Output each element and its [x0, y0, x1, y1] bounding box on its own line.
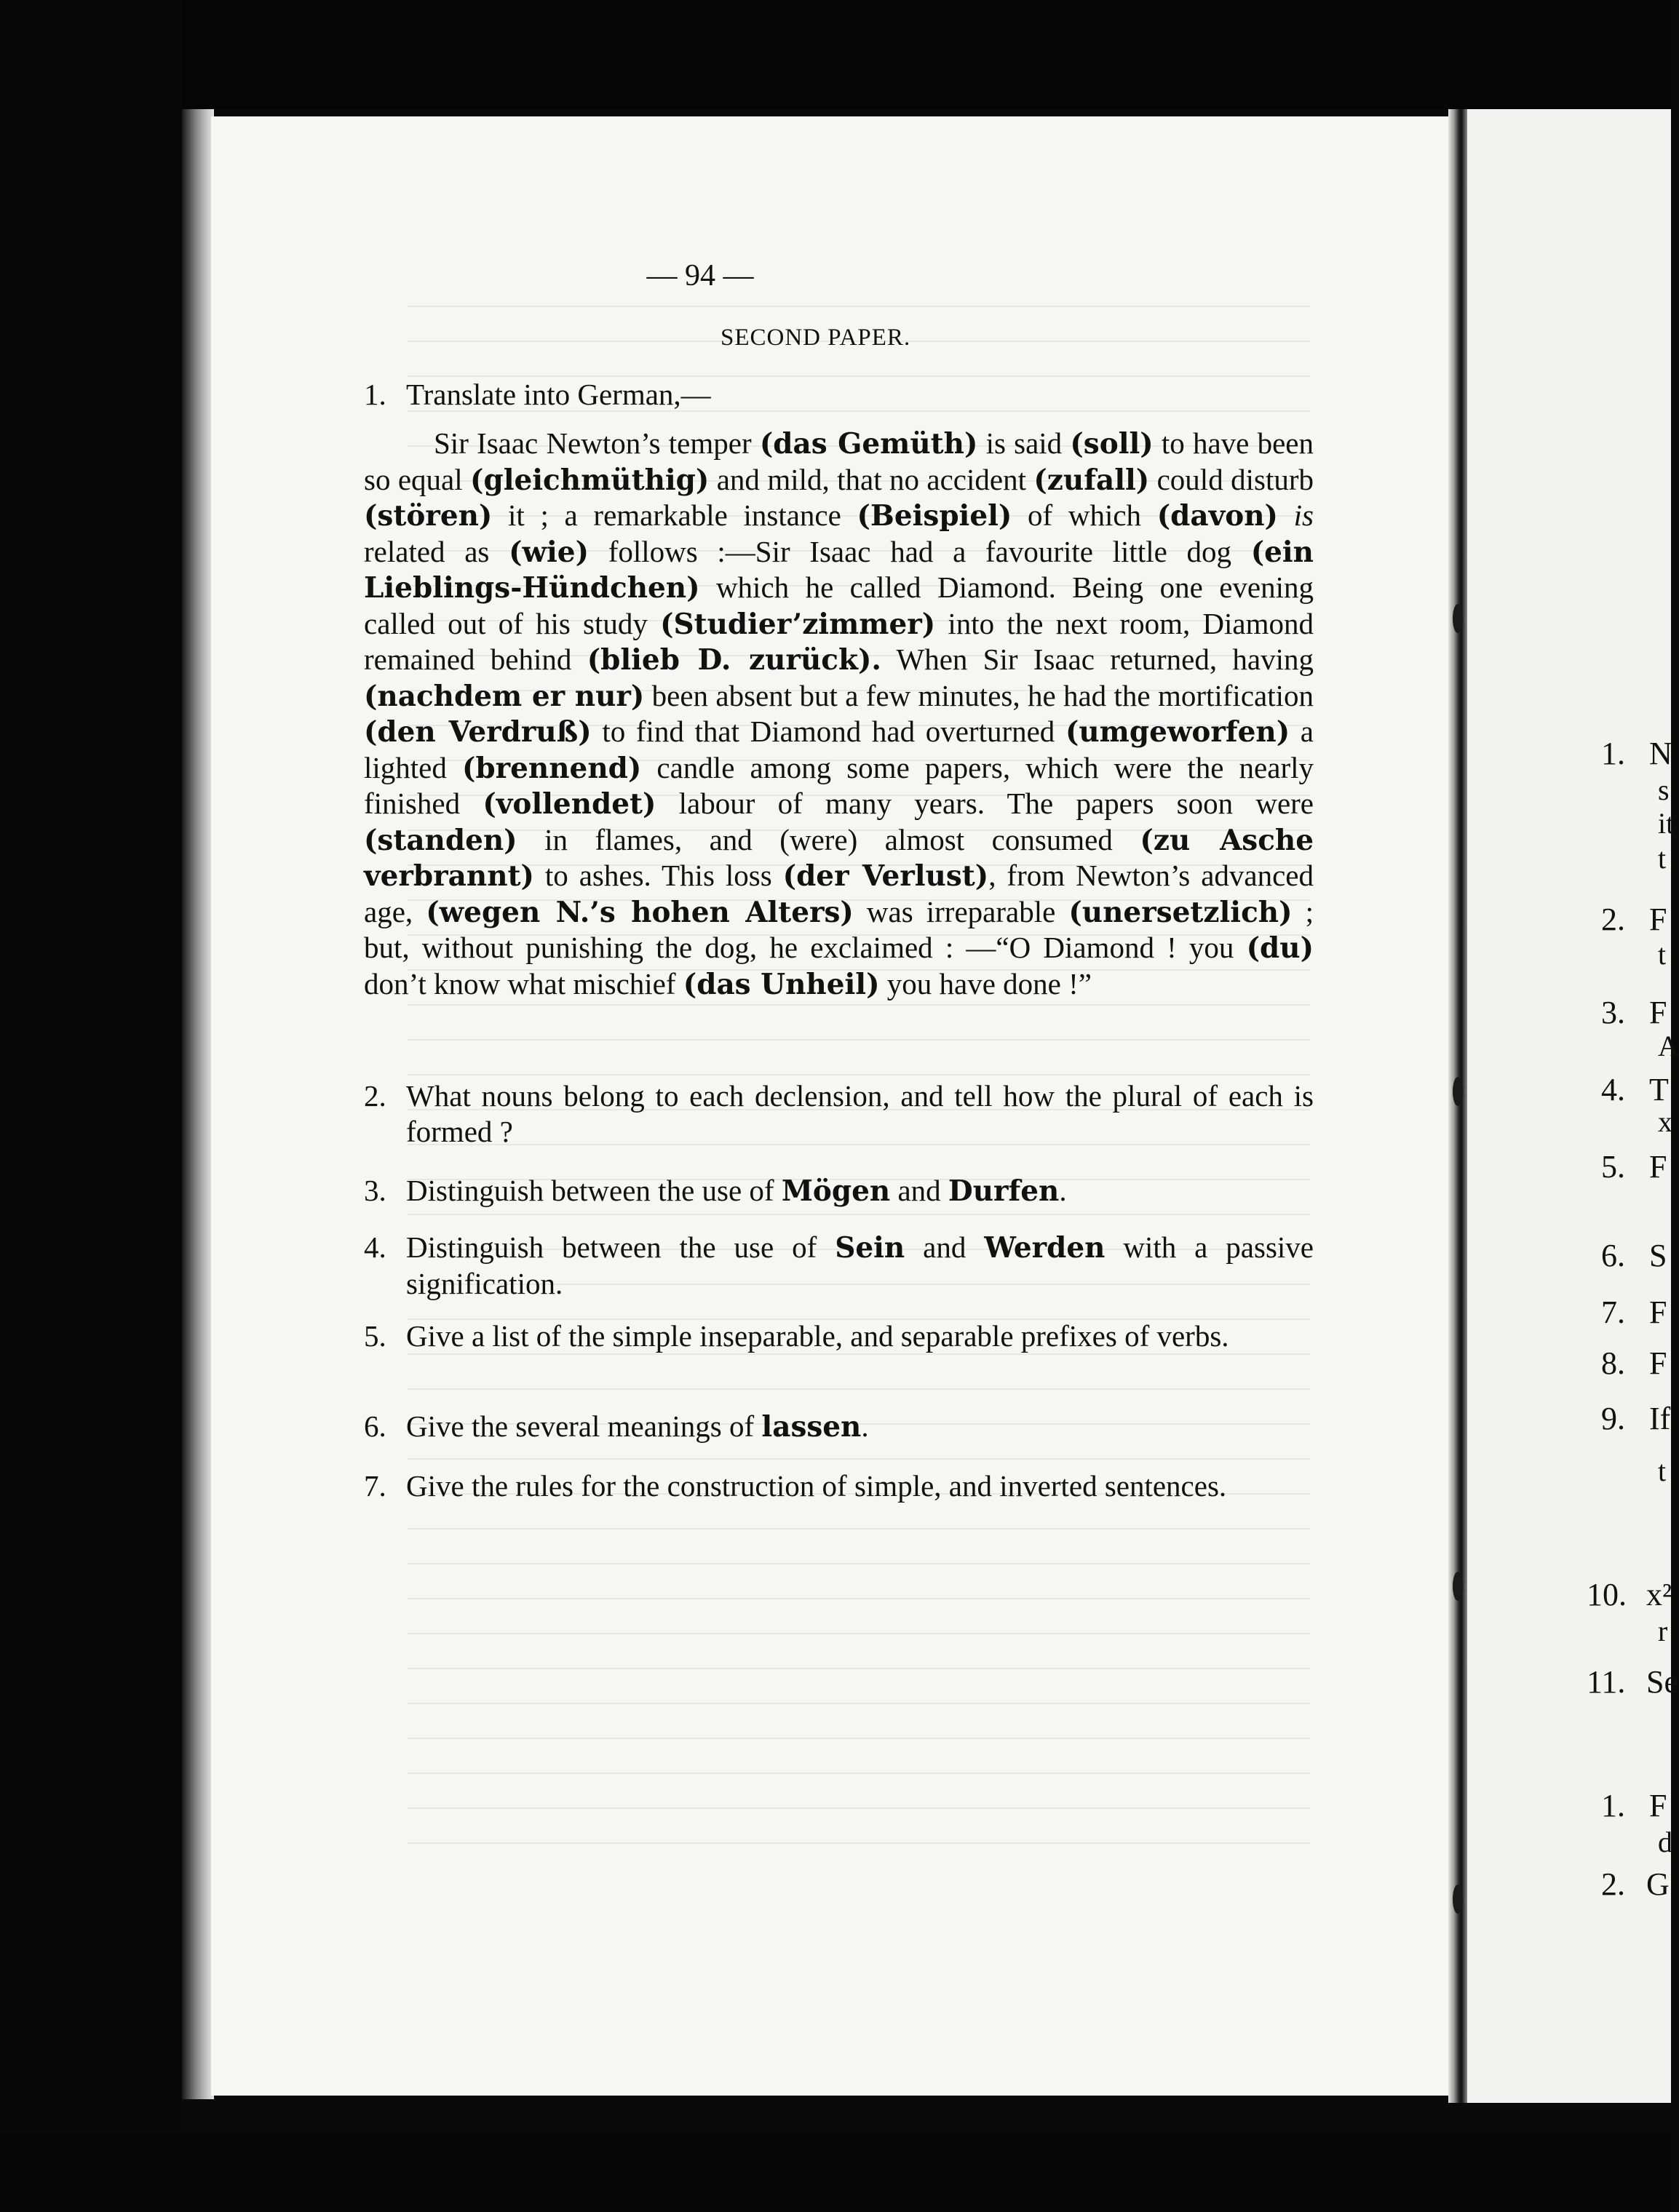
german-gloss: (Beispiel)	[857, 499, 1012, 533]
passage-text: is said	[977, 426, 1071, 460]
passage-text: into the next room, Diamond remained behind	[364, 606, 1314, 676]
passage-text: , from Newton’s advanced age,	[364, 859, 1314, 928]
german-word: lassen	[761, 1410, 862, 1444]
section-title: SECOND PAPER.	[721, 325, 911, 351]
facing-fragment: s	[1658, 773, 1670, 806]
german-gloss: (brennend)	[462, 751, 642, 785]
question-text	[406, 1078, 1314, 1150]
german-gloss: (vollendet)	[483, 787, 656, 821]
passage-text: in flames, and (were) almost consumed	[517, 822, 1140, 856]
question-4	[364, 1230, 1314, 1302]
question-text	[406, 1409, 1314, 1445]
facing-item-number: 4.	[1601, 1072, 1625, 1107]
german-gloss: (nachdem er nur)	[364, 679, 645, 713]
facing-item-number: 1.	[1601, 1788, 1625, 1823]
passage-text: it ; a remarkable instance	[492, 498, 857, 532]
question-text-part: and	[890, 1174, 948, 1207]
book-gutter	[1448, 109, 1467, 2103]
passage-italic: is	[1293, 498, 1314, 532]
question-text-part: Give the rules for the construction of simple, and inverted sentences.	[406, 1469, 1227, 1503]
question-number: 1.	[364, 378, 386, 411]
german-gloss: (Studier’zimmer)	[660, 607, 936, 641]
facing-page	[1467, 109, 1671, 2103]
facing-item-letter: F	[1649, 1788, 1667, 1823]
facing-item-number: 6.	[1601, 1238, 1625, 1273]
scanner-border-bottom	[0, 2132, 1671, 2212]
facing-item-letter: F	[1649, 1294, 1667, 1330]
question-text-part: .	[1059, 1174, 1067, 1207]
question-2	[364, 1078, 1314, 1150]
page-number: — 94 —	[646, 259, 754, 293]
german-gloss: (gleichmüthig)	[470, 463, 710, 497]
passage-text: of which	[1012, 498, 1157, 532]
facing-item-number: 5.	[1601, 1149, 1625, 1185]
facing-fragment: r	[1658, 1615, 1668, 1647]
passage-text: a lighted	[364, 715, 1314, 784]
facing-fragment: x	[1658, 1105, 1672, 1138]
german-word: Sein	[835, 1231, 905, 1265]
german-gloss: (unersetzlich)	[1068, 895, 1293, 929]
passage-text	[1278, 498, 1294, 532]
question-3	[364, 1173, 1314, 1209]
german-gloss: (standen)	[364, 823, 517, 857]
question-number: 7.	[364, 1469, 386, 1503]
german-gloss: (stören)	[364, 499, 493, 533]
question-text-part: Distinguish between the use of	[406, 1230, 835, 1264]
german-gloss: (zu Asche verbrannt)	[364, 823, 1314, 893]
passage-text: and mild, that no accident	[709, 462, 1034, 496]
binding-stitch	[1453, 1572, 1463, 1601]
facing-item-number: 1.	[1601, 736, 1625, 771]
facing-fragment: it	[1658, 807, 1675, 840]
question-text	[406, 1318, 1314, 1354]
passage-text: don’t know what mischief	[364, 966, 683, 1000]
page-left-edge	[182, 109, 214, 2099]
german-gloss: (das Unheil)	[683, 967, 880, 1001]
facing-item-letter: T	[1649, 1072, 1669, 1107]
facing-fragment: t	[1658, 938, 1667, 971]
facing-item-number: 10.	[1587, 1577, 1627, 1612]
facing-fragment: t	[1658, 842, 1667, 875]
facing-fragment: A	[1658, 1030, 1679, 1062]
facing-item-letter: F	[1649, 1345, 1667, 1381]
question-6	[364, 1409, 1314, 1445]
passage-text: you have done !”	[879, 966, 1092, 1000]
passage-text: was irreparable	[853, 894, 1069, 928]
question-text-part: What nouns belong to each declension, and tell how the plural of each is formed ?	[406, 1079, 1314, 1148]
facing-item-number: 8.	[1601, 1345, 1625, 1381]
passage-text: labour of many years. The papers soon were	[656, 787, 1314, 820]
german-word: Werden	[984, 1231, 1106, 1265]
facing-item-number: 11.	[1587, 1664, 1626, 1700]
question-number: 2.	[364, 1079, 386, 1113]
question-number: 3.	[364, 1174, 386, 1207]
facing-item-number: 2.	[1601, 902, 1625, 937]
passage-text: to find that Diamond had overturned	[591, 715, 1065, 748]
german-gloss: (wegen N.’s hohen Alters)	[426, 895, 854, 929]
passage-text: ; but, without punishing the dog, he exclaimed : —“O Diamond ! you	[364, 894, 1314, 964]
german-gloss: (umgeworfen)	[1065, 715, 1290, 749]
facing-item-letter: S	[1649, 1238, 1667, 1273]
question-number: 6.	[364, 1409, 386, 1443]
question-7	[364, 1468, 1314, 1504]
question-text-part: Distinguish between the use of	[406, 1174, 782, 1207]
passage-text: related as	[364, 534, 509, 568]
question-5	[364, 1318, 1314, 1354]
facing-item-letter: Se	[1646, 1664, 1678, 1700]
question-1	[364, 377, 1314, 413]
binding-stitch	[1453, 604, 1463, 633]
passage-text: candle among some papers, which were the nearly finished	[364, 750, 1314, 820]
passage-text: which he called Diamond. Being one evening called out of his study	[364, 570, 1314, 640]
question-number: 5.	[364, 1319, 386, 1353]
question-text	[406, 1173, 1314, 1209]
facing-item-letter: F	[1649, 995, 1667, 1030]
question-text	[406, 1468, 1314, 1504]
passage-text: When Sir Isaac returned, having	[881, 642, 1314, 676]
binding-stitch	[1453, 1885, 1463, 1914]
translation-passage	[364, 426, 1314, 1002]
german-gloss: (das Gemüth)	[759, 427, 978, 461]
question-text	[406, 1230, 1314, 1302]
facing-fragment: t	[1658, 1455, 1667, 1487]
german-gloss: (wie)	[509, 535, 589, 569]
german-gloss: (der Verlust)	[782, 859, 989, 893]
question-number: 4.	[364, 1230, 386, 1264]
facing-item-number: 3.	[1601, 995, 1625, 1030]
german-gloss: (du)	[1246, 931, 1314, 965]
facing-item-letter: F	[1649, 1149, 1667, 1185]
facing-item-letter: G	[1646, 1866, 1670, 1902]
facing-item-letter: x²	[1646, 1577, 1672, 1612]
question-text-part: and	[905, 1230, 985, 1264]
passage-text: could disturb	[1149, 462, 1314, 496]
german-word: Durfen	[948, 1174, 1060, 1208]
binding-stitch	[1453, 1077, 1463, 1106]
facing-item-letter: F	[1649, 902, 1667, 937]
passage-text: been absent but a few minutes, he had the mortification	[644, 678, 1314, 712]
german-word: Mögen	[781, 1174, 891, 1208]
german-gloss: (davon)	[1156, 499, 1278, 533]
question-text-part: .	[861, 1409, 869, 1443]
german-gloss: (den Verdruß)	[364, 715, 592, 749]
german-gloss: (ein Lieblings-Hündchen)	[364, 535, 1314, 605]
facing-item-letter: If	[1649, 1401, 1671, 1436]
question-text-part: Give a list of the simple inseparable, and separable prefixes of verbs.	[406, 1319, 1229, 1353]
question-text-part: Give the several meanings of	[406, 1409, 762, 1443]
scanner-border-top	[0, 0, 1671, 109]
question-text: Translate into German,—	[406, 378, 711, 411]
german-gloss: (blieb D. zurück).	[587, 643, 881, 677]
passage-text: Sir Isaac Newton’s temper	[434, 426, 760, 460]
question-text-part: with a passive signification.	[406, 1230, 1314, 1300]
passage-text: to have been so equal	[364, 426, 1314, 496]
facing-item-number: 2.	[1601, 1866, 1625, 1902]
passage-text: to ashes. This loss	[533, 859, 783, 892]
scanner-border-left	[0, 0, 182, 2212]
facing-fragment: d	[1658, 1826, 1672, 1858]
passage-text: follows :—Sir Isaac had a favourite little dog	[589, 534, 1251, 568]
german-gloss: (soll)	[1070, 427, 1154, 461]
facing-item-number: 7.	[1601, 1294, 1625, 1330]
german-gloss: (zufall)	[1033, 463, 1150, 497]
facing-item-number: 9.	[1601, 1401, 1625, 1436]
facing-item-letter: N	[1649, 736, 1672, 771]
